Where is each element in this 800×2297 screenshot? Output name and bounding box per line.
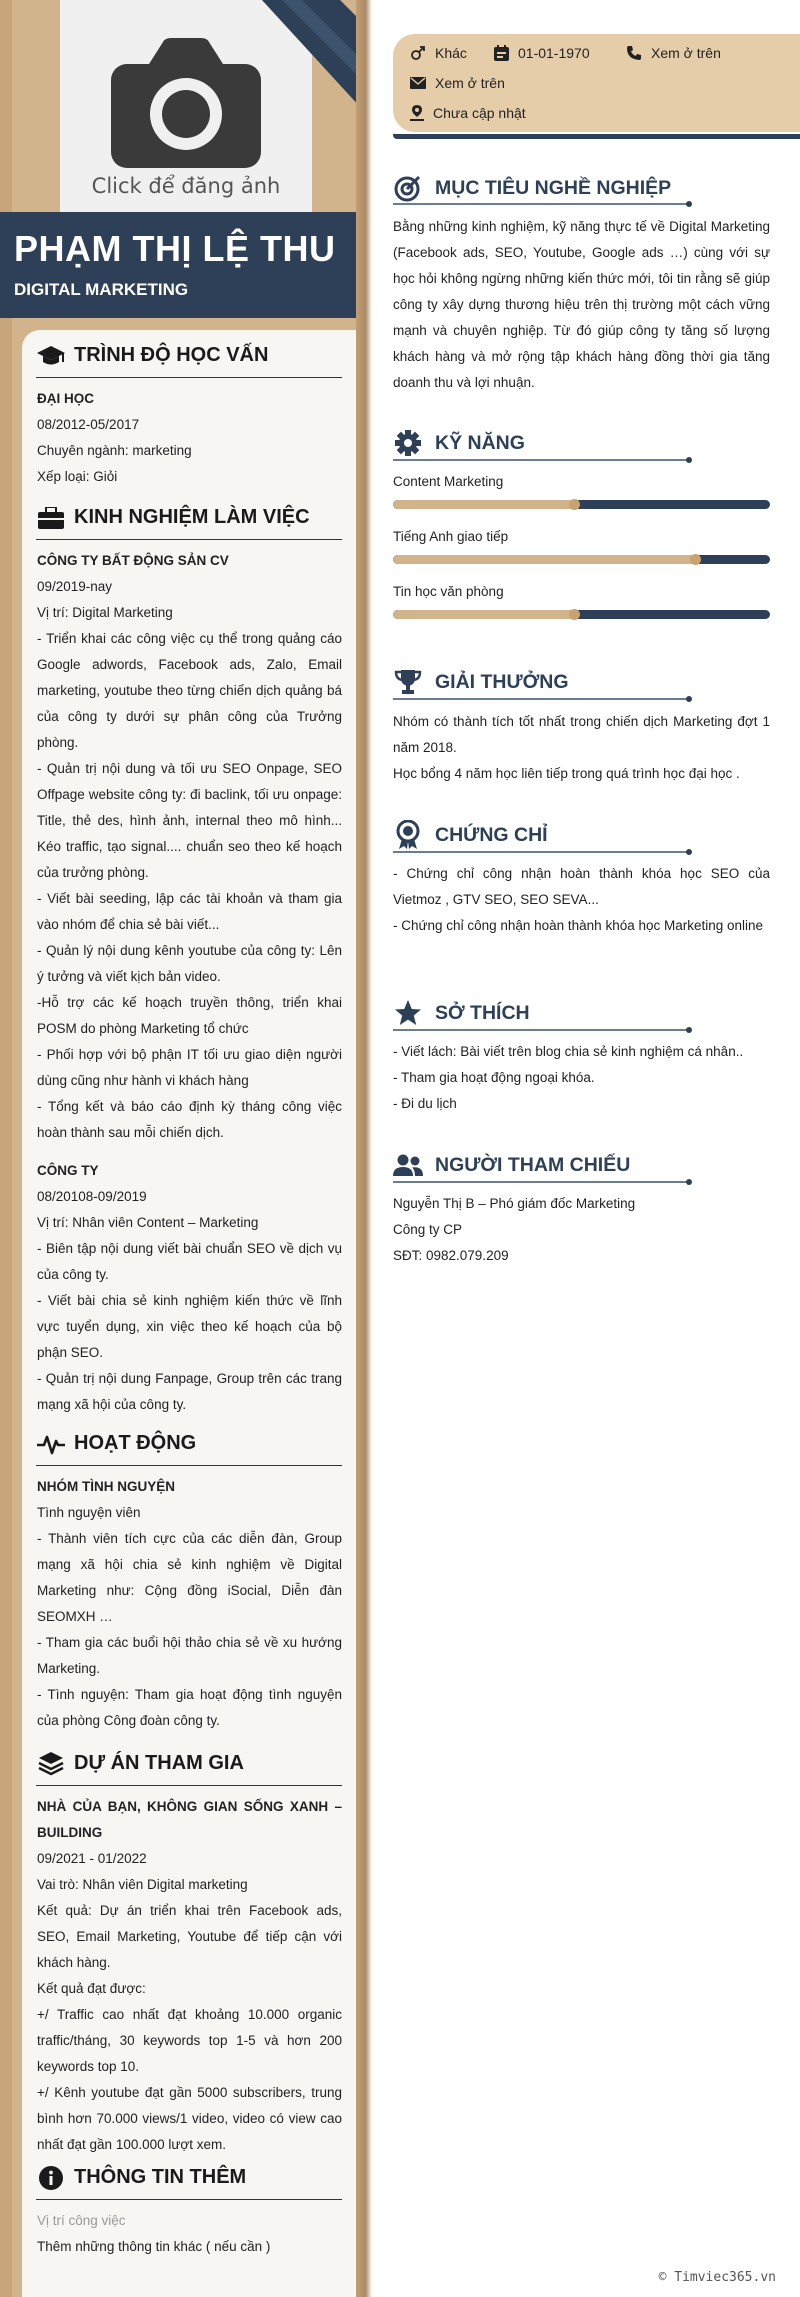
awards-rule-dot [686, 696, 692, 702]
certificates-rule [393, 851, 689, 853]
trophy-icon [393, 667, 423, 697]
briefcase-icon [36, 503, 66, 533]
activities-title: HOẠT ĐỘNG [74, 1432, 197, 1454]
contact-phone [626, 45, 721, 61]
job-detail: - Triển khai các công việc cụ thể trong quảng cáo Google adwords, Facebook ads, Zalo, Email marketing, youtube theo từng chiến dịch quảng bá của công ty dưới sự phân công của Trưởng phòng. [37, 631, 342, 750]
full-name: PHẠM THỊ LỆ THU [14, 228, 336, 269]
job-company: CÔNG TY BẤT ĐỘNG SẢN CV [37, 553, 229, 568]
project-detail: +/ Kênh youtube đạt gần 5000 subscribers, trung bình hơn 70.000 views/1 video, video có view cao nhất đạt gần 100.000 lượt xem. [37, 2085, 342, 2152]
award-item: Nhóm có thành tích tốt nhất trong chiến dịch Marketing đợt 1 năm 2018. [393, 714, 770, 755]
hobby-item: - Viết lách: Bài viết trên blog chia sẻ kinh nghiệm cá nhân.. [393, 1044, 744, 1059]
experience-title: KINH NGHIỆM LÀM VIỆC [74, 506, 310, 528]
activity-org: NHÓM TÌNH NGUYỆN [37, 1479, 175, 1494]
project-detail: Kết quả đạt được: [37, 1981, 146, 1996]
reference-phone: SĐT: 0982.079.209 [393, 1248, 509, 1263]
objective-text: Bằng những kinh nghiệm, kỹ năng thực tế về Digital Marketing (Facebook ads, SEO, Youtube, Google ads …) cùng với sự học hỏi không ngừng những kiến thức mới, tôi tin rằng sẽ giúp công ty xây dựng thương hiệu trên thị trường một cách vững mạnh và chuyên nghiệp. Từ đó giúp công ty tăng số lượng khách hàng và mở rộng tập khách hàng đồng thời gia tăng doanh thu và lợi nhuận. [393, 219, 770, 390]
graduation-cap-icon [36, 341, 66, 371]
star-icon [393, 998, 423, 1028]
project-detail: Kết quả: Dự án triển khai trên Facebook ads, SEO, Email Marketing, Youtube để tiếp cận với khách hàng. [37, 1903, 342, 1970]
project-role: Vai trò: Nhân viên Digital marketing [37, 1877, 248, 1892]
name-banner [0, 212, 362, 318]
objective-title: MỤC TIÊU NGHỀ NGHIỆP [435, 176, 672, 199]
contact-email [410, 75, 505, 91]
skill-bar-fill [393, 610, 574, 619]
job-detail: - Biên tập nội dung viết bài chuẩn SEO về dịch vụ của công ty. [37, 1241, 342, 1282]
job-company: CÔNG TY [37, 1163, 99, 1178]
camera-icon [111, 38, 261, 170]
certificates-block [393, 861, 770, 939]
job-detail: - Viết bài seeding, lập các tài khoản và tham gia vào nhóm để chia sẻ bài viết... [37, 891, 342, 932]
project-detail: +/ Traffic cao nhất đạt khoảng 10.000 organic traffic/tháng, 30 keywords top 1-5 và hơn 200 keywords top 10. [37, 2007, 342, 2074]
experience-heading [36, 496, 342, 540]
info-icon [36, 2163, 66, 2193]
objective-rule-dot [686, 201, 692, 207]
users-icon [393, 1150, 423, 1180]
education-block [37, 386, 342, 490]
phone-icon [626, 45, 642, 61]
pulse-icon [36, 1429, 66, 1459]
activity-detail: - Tình nguyện: Tham gia hoạt động tình nguyện của phòng Công đoàn công ty. [37, 1687, 342, 1728]
job-position: Vị trí: Digital Marketing [37, 605, 173, 620]
references-title: NGƯỜI THAM CHIẾU [435, 1153, 631, 1176]
activity-detail: - Tham gia các buổi hội thảo chia sẻ về xu hướng Marketing. [37, 1635, 342, 1676]
project-name: NHÀ CỦA BẠN, KHÔNG GIAN SỐNG XANH – BUILDING [37, 1799, 342, 1840]
skills-rule [393, 459, 689, 461]
hobby-item: - Đi du lịch [393, 1096, 457, 1111]
certificate-item: - Chứng chỉ công nhận hoàn thành khóa học SEO của Vietmoz , GTV SEO, SEO SEVA... [393, 866, 770, 907]
job-title: DIGITAL MARKETING [14, 280, 189, 299]
email-icon [410, 77, 426, 89]
skill-label: Content Marketing [393, 474, 504, 489]
address-value: Chưa cập nhật [433, 105, 526, 121]
target-icon [393, 173, 423, 203]
hobbies-title: SỞ THÍCH [435, 1001, 530, 1024]
skills-rule-dot [686, 457, 692, 463]
skills-title: KỸ NĂNG [435, 431, 525, 454]
more-info-heading [36, 2156, 342, 2200]
job-period: 08/20108-09/2019 [37, 1189, 147, 1204]
gender-icon [410, 45, 426, 61]
skill-label: Tiếng Anh giao tiếp [393, 529, 509, 544]
job-detail: - Quản lý nội dung kênh youtube của công ty: Lên ý tưởng và viết kịch bản video. [37, 943, 342, 984]
skill-bar-fill [393, 500, 574, 509]
awards-title: GIẢI THƯỞNG [435, 670, 569, 693]
skill-bar-knob [569, 609, 580, 620]
layers-icon [36, 1749, 66, 1779]
site-watermark: © Timviec365.vn [658, 2270, 776, 2285]
calendar-icon [494, 45, 509, 61]
objective-block [393, 214, 770, 396]
job-period: 09/2019-nay [37, 579, 113, 594]
certificates-rule-dot [686, 849, 692, 855]
gender-value: Khác [435, 45, 467, 61]
education-grade: Xếp loại: Giỏi [37, 469, 118, 484]
job-detail: - Quản trị nội dung Fanpage, Group trên các trang mạng xã hội của công ty. [37, 1371, 342, 1412]
left-shadow [356, 0, 372, 2297]
project-block [37, 1794, 342, 2158]
job-detail: - Phối hợp với bộ phận IT tối ưu giao diện người dùng cũng như hành vi khách hàng [37, 1047, 342, 1088]
job-position: Vị trí: Nhân viên Content – Marketing [37, 1215, 259, 1230]
contact-bar [393, 134, 800, 139]
reference-name: Nguyễn Thị B – Phó giám đốc Marketing [393, 1196, 636, 1211]
job-detail: - Tổng kết và báo cáo định kỳ tháng công việc hoàn thành sau mỗi chiến dịch. [37, 1099, 342, 1140]
activities-block [37, 1474, 342, 1734]
hobbies-rule [393, 1029, 689, 1031]
hobby-item: - Tham gia hoạt động ngoại khóa. [393, 1070, 595, 1085]
education-school: ĐẠI HỌC [37, 391, 94, 406]
contact-address [410, 105, 526, 121]
hobbies-block [393, 1039, 770, 1117]
job-detail: - Viết bài chia sẻ kinh nghiệm kiến thức về lĩnh vực tuyển dụng, xin việc theo kế hoạch của bộ phận SEO. [37, 1293, 342, 1360]
awards-block [393, 709, 770, 787]
email-value: Xem ở trên [435, 75, 505, 91]
reference-company: Công ty CP [393, 1222, 463, 1237]
location-icon [410, 105, 424, 121]
left-strip [0, 0, 12, 2297]
photo-caption: Click để đăng ảnh [91, 174, 281, 198]
contact-gender [410, 45, 467, 61]
certificates-title: CHỨNG CHỈ [435, 823, 548, 846]
more-info-text[interactable]: Thêm những thông tin khác ( nếu cần ) [37, 2239, 271, 2254]
education-title: TRÌNH ĐỘ HỌC VẤN [74, 344, 269, 366]
job-detail: - Quản trị nội dung và tối ưu SEO Onpage, SEO Offpage website công ty: đi baclink, tối ưu onpage: Title, thẻ des, hình ảnh, internal theo mô hình... Kéo traffic, tạo signal.... chuẩn seo theo kế hoạch của trưởng phòng. [37, 761, 342, 880]
job-2 [37, 1158, 342, 1418]
project-period: 09/2021 - 01/2022 [37, 1851, 147, 1866]
birthday-value: 01-01-1970 [518, 45, 590, 61]
skill-bar-knob [569, 499, 580, 510]
job-detail: -Hỗ trợ các kế hoạch truyền thông, triển khai POSM do phòng Marketing tổ chức [37, 995, 342, 1036]
education-heading [36, 334, 342, 378]
award-item: Học bổng 4 năm học liên tiếp trong quá trình học đại học . [393, 766, 740, 781]
contact-birthday [494, 45, 590, 61]
certificate-icon [393, 820, 423, 850]
skill-bar [393, 610, 770, 619]
references-rule-dot [686, 1179, 692, 1185]
hobbies-rule-dot [686, 1027, 692, 1033]
phone-value: Xem ở trên [651, 45, 721, 61]
skill-label: Tin học văn phòng [393, 584, 504, 599]
skill-bar [393, 555, 770, 564]
activities-heading [36, 1422, 342, 1466]
references-block [393, 1191, 770, 1269]
projects-title: DỰ ÁN THAM GIA [74, 1752, 244, 1774]
education-period: 08/2012-05/2017 [37, 417, 140, 432]
skill-bar-fill [393, 555, 695, 564]
job-1 [37, 548, 342, 1146]
objective-rule [393, 203, 689, 205]
more-info-block [37, 2208, 342, 2260]
more-info-title: THÔNG TIN THÊM [74, 2166, 247, 2188]
gear-icon [393, 428, 423, 458]
activity-role: Tình nguyện viên [37, 1505, 141, 1520]
references-rule [393, 1181, 689, 1183]
certificate-item: - Chứng chỉ công nhận hoàn thành khóa học Marketing online [393, 918, 764, 933]
projects-heading [36, 1742, 342, 1786]
awards-rule [393, 698, 689, 700]
education-major: Chuyên ngành: marketing [37, 443, 192, 458]
more-info-placeholder[interactable]: Vị trí công việc [37, 2213, 126, 2228]
skill-bar [393, 500, 770, 509]
skill-bar-knob [690, 554, 701, 565]
activity-detail: - Thành viên tích cực của các diễn đàn, Group mạng xã hội chia sẻ kinh nghiệm về Digital Marketing như: Cộng đồng iSocial, Diễn đàn SEOMXH … [37, 1531, 342, 1624]
